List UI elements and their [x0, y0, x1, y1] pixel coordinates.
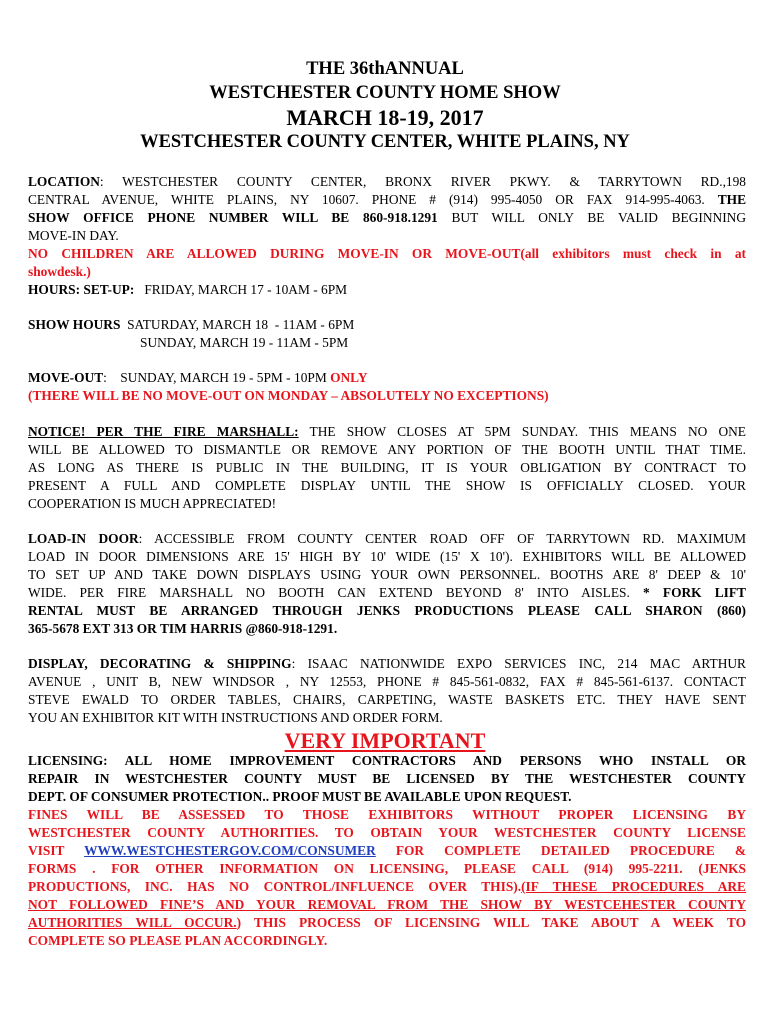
- no-children-notice-1: NO CHILDREN ARE ALLOWED DURING MOVE-IN OR MOVE-OUT(all exhibitors must check in at: [28, 246, 746, 261]
- fire-marshall-notice: [28, 423, 746, 513]
- header-title-line1: THE 36thANNUAL: [306, 59, 464, 79]
- fines-text-5a: PRODUCTIONS, INC. HAS NO CONTROL/INFLUENCE OVER THIS).: [28, 879, 522, 894]
- load-in-text-4: WIDE. PER FIRE MARSHALL NO BOOTH CAN EXTEND BEYOND 8' INTO AISLES.: [28, 585, 644, 600]
- fork-lift-rental-1: RENTAL MUST BE ARRANGED THROUGH JENKS PRODUCTIONS PLEASE CALL SHARON (860): [28, 603, 746, 618]
- fork-lift-rental-2: 365-5678 EXT 313 OR TIM HARRIS @860-918-1291.: [28, 621, 338, 636]
- notice-text-5: COOPERATION IS MUCH APPRECIATED!: [28, 496, 277, 511]
- notice-text-2: WILL BE ALLOWED TO DISMANTLE OR REMOVE ANY PORTION OF THE BOOTH UNTIL THAT TIME.: [28, 442, 746, 457]
- load-in-label: LOAD-IN DOOR: [28, 531, 139, 546]
- display-label: DISPLAY, DECORATING & SHIPPING: [28, 656, 292, 671]
- move-out-only: ONLY: [330, 370, 368, 385]
- very-important-heading: VERY IMPORTANT: [284, 728, 486, 753]
- location-text-1: : WESTCHESTER COUNTY CENTER, BRONX RIVER PKWY. & TARRYTOWN RD.,198: [99, 174, 746, 189]
- move-out-label: MOVE-OUT: [28, 370, 104, 385]
- move-out-note: (THERE WILL BE NO MOVE-OUT ON MONDAY – ABSOLUTELY NO EXCEPTIONS): [28, 388, 549, 403]
- location-text-2-bold: THE: [717, 192, 746, 207]
- fines-text-7a: AUTHORITIES WILL OCCUR.: [28, 915, 237, 930]
- westchester-consumer-link[interactable]: WWW.WESTCHESTERGOV.COM/CONSUMER: [84, 843, 376, 858]
- header-title-line2: WESTCHESTER COUNTY HOME SHOW: [209, 83, 561, 103]
- fines-text-7b: ) THIS PROCESS OF LICENSING WILL TAKE ABOUT A WEEK TO: [236, 915, 746, 930]
- notice-label: NOTICE! PER THE FIRE MARSHALL:: [28, 424, 299, 439]
- setup-hours-value: FRIDAY, MARCH 17 - 10AM - 6PM: [134, 282, 348, 297]
- show-hours-label: SHOW HOURS: [28, 317, 121, 332]
- fines-text-3b: FOR COMPLETE DETAILED PROCEDURE &: [375, 843, 746, 858]
- show-office-phone: SHOW OFFICE PHONE NUMBER WILL BE 860-918.1291: [28, 210, 438, 225]
- load-in-text-1: : ACCESSIBLE FROM COUNTY CENTER ROAD OFF OF TARRYTOWN RD. MAXIMUM: [138, 531, 746, 546]
- move-out-value: : SUNDAY, MARCH 19 - 5PM - 10PM: [103, 370, 331, 385]
- no-children-notice-2: showdesk.): [28, 264, 91, 279]
- fines-text-6: NOT FOLLOWED FINE’S AND YOUR REMOVAL FROM THE SHOW BY WESTCEHESTER COUNTY: [28, 897, 746, 912]
- load-in-text-2: LOAD IN DOOR DIMENSIONS ARE 15' HIGH BY 10' WIDE (15' X 10'). EXHIBITORS WILL BE ALLOWED: [28, 549, 746, 564]
- location-text-2: CENTRAL AVENUE, WHITE PLAINS, NY 10607. PHONE # (914) 995-4050 OR FAX 914-995-4063.: [28, 192, 718, 207]
- display-shipping-section: [28, 655, 746, 727]
- licensing-text-3: DEPT. OF CONSUMER PROTECTION.. PROOF MUST BE AVAILABLE UPON REQUEST.: [28, 789, 572, 804]
- fines-text-8: COMPLETE SO PLEASE PLAN ACCORDINGLY.: [28, 933, 328, 948]
- licensing-text-2: REPAIR IN WESTCHESTER COUNTY MUST BE LICENSED BY THE WESTCHESTER COUNTY: [28, 771, 746, 786]
- display-text-1: : ISAAC NATIONWIDE EXPO SERVICES INC, 214 MAC ARTHUR: [291, 656, 746, 671]
- notice-text-4: PRESENT A FULL AND COMPLETE DISPLAY UNTIL THE SHOW IS OFFICIALLY CLOSED. YOUR: [28, 478, 746, 493]
- show-hours-saturday: SATURDAY, MARCH 18 - 11AM - 6PM: [120, 317, 355, 332]
- setup-hours-label: HOURS: SET-UP:: [28, 282, 135, 297]
- fines-text-3a: VISIT: [28, 843, 85, 858]
- display-text-3: STEVE EWALD TO ORDER TABLES, CHAIRS, CARPETING, WASTE BASKETS ETC. THEY HAVE SENT: [28, 692, 746, 707]
- licensing-section: [28, 752, 746, 950]
- load-in-text-3: TO SET UP AND TAKE DOWN DISPLAYS USING YOUR OWN PERSONNEL. BOOTHS ARE 8' DEEP & 10': [28, 567, 746, 582]
- location-text-4: MOVE-IN DAY.: [28, 228, 119, 243]
- notice-text-1: THE SHOW CLOSES AT 5PM SUNDAY. THIS MEANS NO ONE: [298, 424, 746, 439]
- fork-lift-notice: * FORK LIFT: [643, 585, 746, 600]
- location-text-3: BUT WILL ONLY BE VALID BEGINNING: [437, 210, 746, 225]
- fines-text-5b: (IF THESE PROCEDURES ARE: [521, 879, 746, 894]
- header-event-dates: MARCH 18-19, 2017: [286, 105, 484, 130]
- fines-text-1: FINES WILL BE ASSESSED TO THOSE EXHIBITORS WITHOUT PROPER LICENSING BY: [28, 807, 746, 822]
- location-label: LOCATION: [28, 174, 100, 189]
- fines-text-2: WESTCHESTER COUNTY AUTHORITIES. TO OBTAIN YOUR WESTCHESTER COUNTY LICENSE: [28, 825, 746, 840]
- notice-text-3: AS LONG AS THERE IS PUBLIC IN THE BUILDING, IT IS YOUR OBLIGATION BY CONTRACT TO: [28, 460, 746, 475]
- show-hours-sunday: SUNDAY, MARCH 19 - 11AM - 5PM: [140, 335, 349, 350]
- header-venue: WESTCHESTER COUNTY CENTER, WHITE PLAINS, NY: [140, 132, 630, 152]
- location-section: [28, 173, 746, 299]
- load-in-section: [28, 530, 746, 638]
- display-text-4: YOU AN EXHIBITOR KIT WITH INSTRUCTIONS AND ORDER FORM.: [28, 710, 443, 725]
- show-hours-section: [28, 316, 746, 352]
- display-text-2: AVENUE , UNIT B, NEW WINDSOR , NY 12553, PHONE # 845-561-0832, FAX # 845-561-6137. CONTACT: [28, 674, 746, 689]
- move-out-section: [28, 369, 746, 405]
- licensing-text-1: LICENSING: ALL HOME IMPROVEMENT CONTRACTORS AND PERSONS WHO INSTALL OR: [28, 753, 746, 768]
- fines-text-4: FORMS . FOR OTHER INFORMATION ON LICENSING, PLEASE CALL (914) 995-2211. (JENKS: [28, 861, 746, 876]
